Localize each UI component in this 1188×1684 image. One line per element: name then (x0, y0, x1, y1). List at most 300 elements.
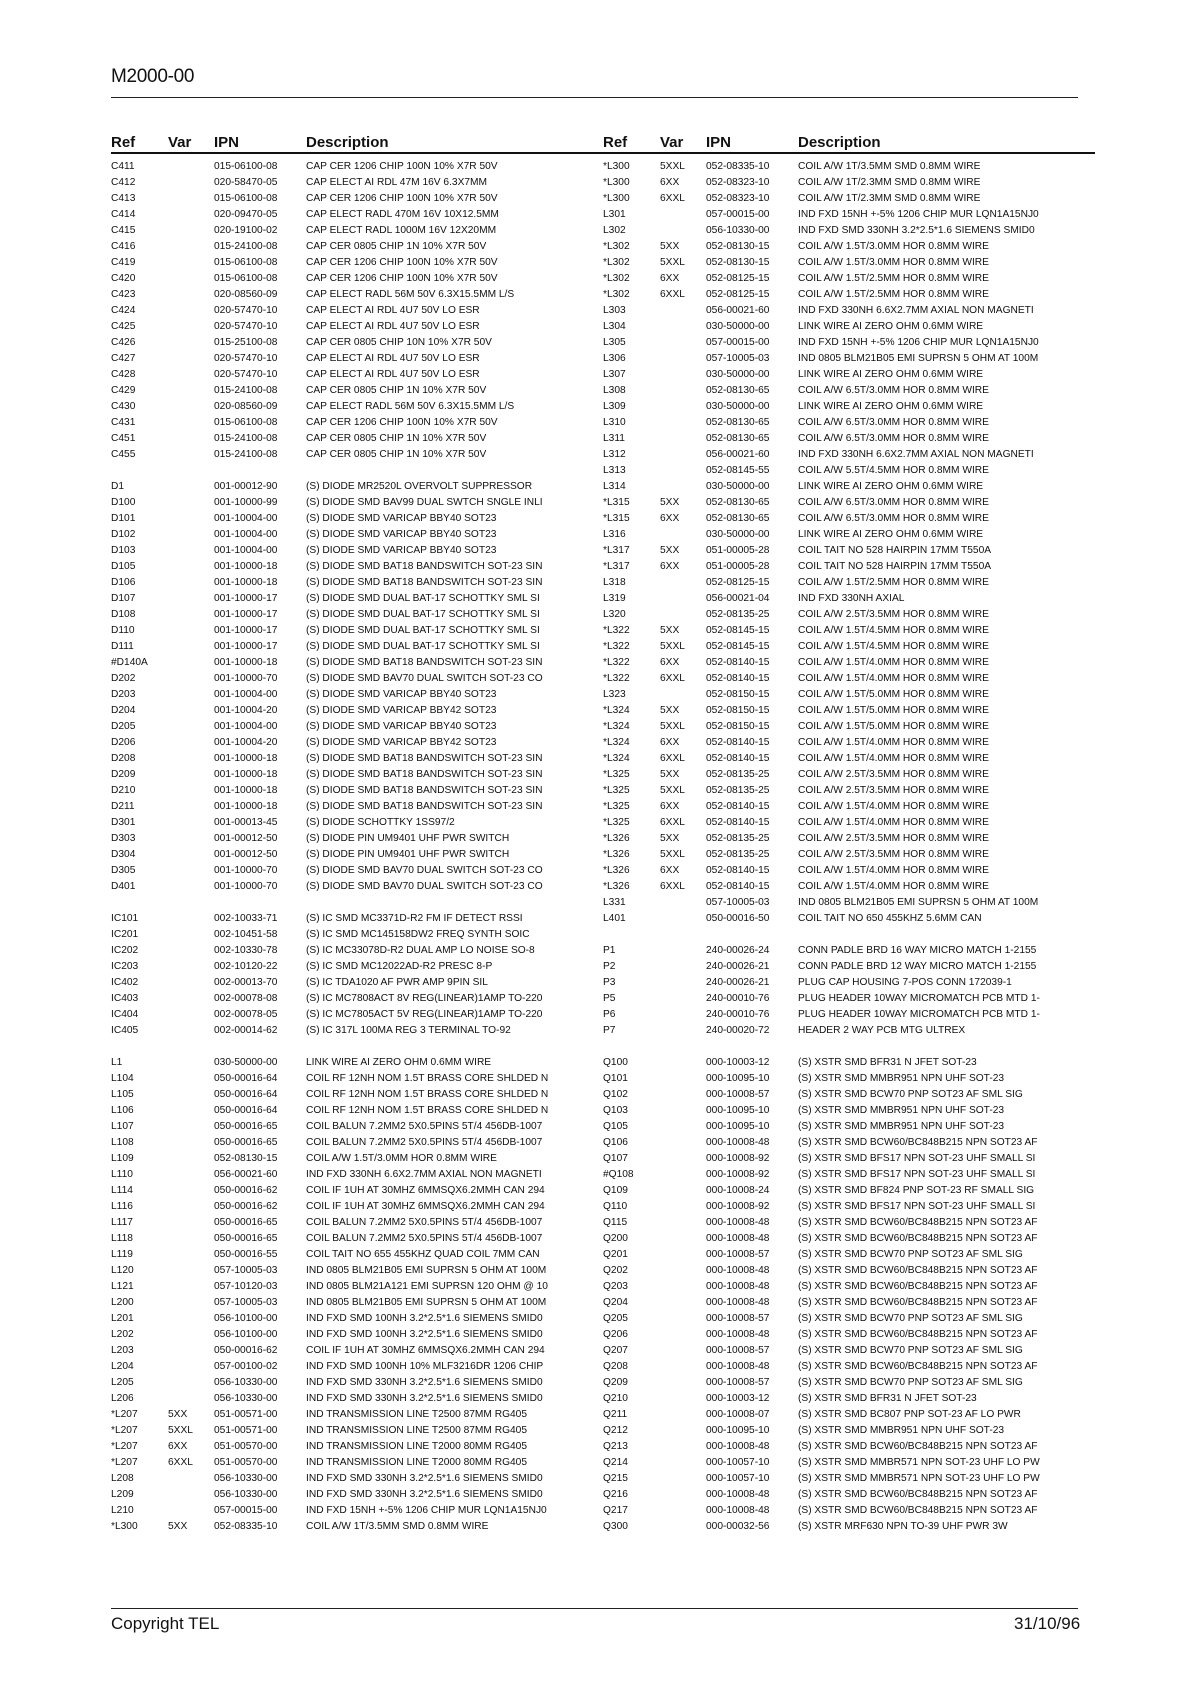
cell-var: 5XXL (660, 257, 685, 268)
cell-description: (S) DIODE SMD BAT18 BANDSWITCH SOT-23 SIN (306, 801, 543, 812)
cell-ipn: 057-00015-00 (706, 337, 770, 348)
cell-ref: Q115 (603, 1217, 628, 1228)
cell-ipn: 000-10008-24 (706, 1185, 770, 1196)
table-row (603, 1039, 1095, 1055)
cell-var (168, 367, 214, 383)
cell-ipn: 001-10000-18 (214, 801, 278, 812)
cell-ref: L107 (111, 1121, 134, 1132)
table-row (111, 159, 603, 175)
cell-ref: L121 (111, 1281, 134, 1292)
cell-ref: D211 (111, 801, 135, 812)
cell-description: (S) DIODE SMD BAT18 BANDSWITCH SOT-23 SIN (306, 769, 543, 780)
cell-ipn: 050-00016-62 (214, 1185, 278, 1196)
cell-ipn: 052-08150-15 (706, 689, 770, 700)
table-row (111, 1199, 603, 1215)
cell-ref: L108 (111, 1137, 134, 1148)
cell-description (306, 895, 603, 911)
cell-ipn: 240-00010-76 (706, 993, 770, 1004)
cell-description: CAP ELECT RADL 56M 50V 6.3X15.5MM L/S (306, 401, 515, 412)
cell-ipn: 001-10004-00 (214, 545, 278, 556)
cell-ref: P6 (603, 1009, 616, 1020)
cell-description: (S) IC MC7805ACT 5V REG(LINEAR)1AMP TO-220 (306, 1009, 543, 1020)
cell-var (168, 927, 214, 943)
table-row (111, 559, 603, 575)
cell-ipn: 001-10000-18 (214, 577, 278, 588)
cell-var (168, 1007, 214, 1023)
cell-var: 6XX (660, 273, 680, 284)
cell-var (168, 1471, 214, 1487)
table-row (603, 1375, 1095, 1391)
cell-ipn: 052-08140-15 (706, 673, 770, 684)
cell-ipn: 052-08140-15 (706, 737, 770, 748)
cell-description: IND TRANSMISSION LINE T2500 87MM RG405 (306, 1425, 527, 1436)
cell-var (168, 287, 214, 303)
table-row (111, 511, 603, 527)
cell-var (660, 463, 706, 479)
cell-ipn: 015-24100-08 (214, 385, 278, 396)
cell-description: (S) XSTR SMD BCW60/BC848B215 NPN SOT23 AF (798, 1489, 1038, 1500)
cell-ref: C430 (111, 401, 136, 412)
cell-ref: P5 (603, 993, 616, 1004)
table-row (603, 655, 1095, 671)
table-row (111, 175, 603, 191)
table-row (111, 1263, 603, 1279)
table-row (603, 1295, 1095, 1311)
table-row (111, 1135, 603, 1151)
cell-var: 5XXL (660, 849, 685, 860)
cell-description: (S) XSTR SMD BCW60/BC848B215 NPN SOT23 AF (798, 1361, 1038, 1372)
table-row (603, 831, 1095, 847)
table-row (603, 511, 1095, 527)
cell-ipn: 000-10008-57 (706, 1089, 770, 1100)
cell-description: (S) IC MC33078D-R2 DUAL AMP LO NOISE SO-8 (306, 945, 535, 956)
cell-description: (S) DIODE SMD BAV70 DUAL SWITCH SOT-23 CO (306, 865, 543, 876)
cell-var (660, 367, 706, 383)
cell-var (660, 1263, 706, 1279)
table-row (603, 1055, 1095, 1071)
cell-description: COIL A/W 1T/2.3MM SMD 0.8MM WIRE (798, 177, 981, 188)
table-row (111, 1295, 603, 1311)
cell-var (168, 543, 214, 559)
table-row (111, 1215, 603, 1231)
cell-ref: *L325 (603, 817, 630, 828)
cell-ipn (214, 895, 306, 911)
cell-ref: Q202 (603, 1265, 628, 1276)
table-row (603, 1327, 1095, 1343)
cell-ipn: 000-10008-57 (706, 1313, 770, 1324)
cell-var (660, 1183, 706, 1199)
parts-table-right (603, 132, 1095, 1535)
cell-ipn: 030-50000-00 (214, 1057, 278, 1068)
cell-ref: L304 (603, 321, 626, 332)
table-row (603, 415, 1095, 431)
cell-ipn: 056-00021-60 (214, 1169, 278, 1180)
cell-description: LINK WIRE AI ZERO OHM 0.6MM WIRE (798, 321, 984, 332)
table-row (603, 239, 1095, 255)
table-row (603, 367, 1095, 383)
table-row (603, 1439, 1095, 1455)
cell-ipn: 020-08560-09 (214, 401, 278, 412)
table-row (603, 1471, 1095, 1487)
cell-description: IND FXD SMD 100NH 10% MLF3216DR 1206 CHIP (306, 1361, 544, 1372)
cell-description: (S) DIODE SMD BAV70 DUAL SWITCH SOT-23 CO (306, 673, 543, 684)
cell-var: 6XXL (660, 193, 685, 204)
cell-var (660, 1327, 706, 1343)
table-row (111, 623, 603, 639)
cell-var (168, 639, 214, 655)
cell-var (660, 1423, 706, 1439)
cell-ipn: 001-10000-70 (214, 881, 278, 892)
table-row (603, 351, 1095, 367)
cell-ipn: 001-10004-00 (214, 529, 278, 540)
cell-description: CAP CER 1206 CHIP 100N 10% X7R 50V (306, 417, 498, 428)
cell-ref: IC405 (111, 1025, 139, 1036)
cell-var: 6XX (660, 177, 680, 188)
cell-description: CAP ELECT AI RDL 4U7 50V LO ESR (306, 321, 480, 332)
table-row (603, 1503, 1095, 1519)
cell-ipn: 001-10000-18 (214, 769, 278, 780)
cell-description: CONN PADLE BRD 12 WAY MICRO MATCH 1-2155 (798, 961, 1037, 972)
cell-ref: D205 (111, 721, 136, 732)
cell-ref: L312 (603, 449, 626, 460)
cell-var (168, 239, 214, 255)
table-row (603, 255, 1095, 271)
cell-ipn: 000-10057-10 (706, 1457, 770, 1468)
table-row (111, 1487, 603, 1503)
table-row (111, 1151, 603, 1167)
cell-description: CAP CER 0805 CHIP 1N 10% X7R 50V (306, 433, 487, 444)
cell-var (660, 1359, 706, 1375)
table-row (111, 703, 603, 719)
table-row (603, 847, 1095, 863)
cell-var (660, 1103, 706, 1119)
cell-description: IND FXD SMD 100NH 3.2*2.5*1.6 SIEMENS SMID0 (306, 1329, 543, 1340)
cell-ipn: 001-10000-70 (214, 865, 278, 876)
cell-var (660, 1023, 706, 1039)
cell-var (660, 303, 706, 319)
cell-ipn: 052-08130-15 (706, 241, 770, 252)
cell-description: IND 0805 BLM21A121 EMI SUPRSN 120 OHM @ 10 (306, 1281, 548, 1292)
cell-var (660, 1007, 706, 1023)
cell-var: 5XXL (660, 721, 685, 732)
cell-description: (S) XSTR SMD BCW60/BC848B215 NPN SOT23 AF (798, 1265, 1038, 1276)
cell-ipn: 001-10004-20 (214, 705, 278, 716)
cell-description: (S) DIODE SMD DUAL BAT-17 SCHOTTKY SML SI (306, 609, 540, 620)
cell-var (660, 1487, 706, 1503)
cell-description: CAP CER 0805 CHIP 1N 10% X7R 50V (306, 241, 487, 252)
cell-description: CAP CER 0805 CHIP 1N 10% X7R 50V (306, 385, 487, 396)
cell-ref (111, 463, 168, 479)
cell-ref: L306 (603, 353, 626, 364)
table-row (111, 943, 603, 959)
cell-ref: D203 (111, 689, 136, 700)
cell-ref: C425 (111, 321, 136, 332)
cell-description: IND FXD 330NH 6.6X2.7MM AXIAL NON MAGNETI (306, 1169, 542, 1180)
cell-description: (S) DIODE SMD VARICAP BBY40 SOT23 (306, 529, 497, 540)
table-row (603, 703, 1095, 719)
cell-var (660, 1231, 706, 1247)
cell-var (168, 1103, 214, 1119)
cell-ref: D108 (111, 609, 136, 620)
cell-ref: *L207 (111, 1409, 138, 1420)
table-row (603, 383, 1095, 399)
cell-ref: L303 (603, 305, 626, 316)
cell-ipn: 052-08335-10 (706, 161, 770, 172)
table-row (603, 671, 1095, 687)
cell-ipn: 030-50000-00 (706, 401, 770, 412)
cell-var (660, 1279, 706, 1295)
cell-ipn: 015-06100-08 (214, 193, 278, 204)
cell-var: 6XX (660, 513, 680, 524)
cell-ref: L323 (603, 689, 626, 700)
cell-var (168, 591, 214, 607)
cell-ref: C420 (111, 273, 136, 284)
table-row (111, 799, 603, 815)
cell-var (168, 1087, 214, 1103)
col-description-header: Description (798, 134, 881, 151)
cell-ref: C451 (111, 433, 136, 444)
cell-ref: *L315 (603, 513, 630, 524)
cell-description: (S) DIODE SMD BAT18 BANDSWITCH SOT-23 SIN (306, 657, 543, 668)
cell-ipn: 020-57470-10 (214, 321, 278, 332)
table-row (111, 1455, 603, 1471)
cell-ref: *L325 (603, 801, 630, 812)
cell-var (168, 1327, 214, 1343)
cell-ref: C427 (111, 353, 136, 364)
cell-ipn: 001-10000-17 (214, 641, 278, 652)
cell-description: COIL A/W 2.5T/3.5MM HOR 0.8MM WIRE (798, 833, 989, 844)
cell-description: COIL A/W 1.5T/4.0MM HOR 0.8MM WIRE (798, 865, 989, 876)
cell-ref: Q102 (603, 1089, 628, 1100)
cell-var (660, 1087, 706, 1103)
table-row (111, 927, 603, 943)
table-row (603, 527, 1095, 543)
cell-description: (S) DIODE SMD BAT18 BANDSWITCH SOT-23 SIN (306, 561, 543, 572)
table-body (603, 159, 1095, 1535)
cell-ref: *L300 (603, 177, 630, 188)
cell-ipn: 052-08150-15 (706, 721, 770, 732)
cell-ref: #Q108 (603, 1169, 634, 1180)
cell-ref: *L302 (603, 257, 630, 268)
table-row (111, 575, 603, 591)
cell-ref: L105 (111, 1089, 134, 1100)
cell-var (168, 159, 214, 175)
cell-var (168, 1167, 214, 1183)
table-row (111, 1311, 603, 1327)
cell-var (660, 527, 706, 543)
cell-description: COIL A/W 1.5T/5.0MM HOR 0.8MM WIRE (798, 689, 989, 700)
table-row (111, 191, 603, 207)
cell-ref (603, 927, 660, 943)
table-row (111, 303, 603, 319)
cell-ref: L208 (111, 1473, 134, 1484)
cell-var (660, 1519, 706, 1535)
cell-ipn: 020-58470-05 (214, 177, 278, 188)
cell-ref: D102 (111, 529, 136, 540)
table-row (603, 687, 1095, 703)
cell-ref: L204 (111, 1361, 134, 1372)
cell-ipn: 050-00016-65 (214, 1233, 278, 1244)
cell-ref: Q208 (603, 1361, 628, 1372)
cell-var (168, 1119, 214, 1135)
cell-ref: D202 (111, 673, 136, 684)
cell-ipn: 000-10008-48 (706, 1281, 770, 1292)
table-row (603, 623, 1095, 639)
cell-ipn: 052-08150-15 (706, 705, 770, 716)
cell-var (168, 1039, 214, 1055)
cell-ref: C428 (111, 369, 136, 380)
cell-ipn: 001-10000-17 (214, 593, 278, 604)
cell-ref: L309 (603, 401, 626, 412)
cell-var (168, 255, 214, 271)
cell-ref: *L302 (603, 241, 630, 252)
cell-description: IND FXD 15NH +-5% 1206 CHIP MUR LQN1A15NJ0 (798, 209, 1039, 220)
cell-description: (S) XSTR SMD BCW70 PNP SOT23 AF SML SIG (798, 1345, 1023, 1356)
cell-var (168, 847, 214, 863)
cell-description: COIL A/W 1.5T/4.0MM HOR 0.8MM WIRE (798, 737, 989, 748)
cell-ipn: 057-00015-00 (706, 209, 770, 220)
cell-ref: IC201 (111, 929, 139, 940)
cell-ipn: 057-10005-03 (706, 353, 770, 364)
cell-var (168, 623, 214, 639)
cell-description: (S) DIODE SMD BAV99 DUAL SWTCH SNGLE INLI (306, 497, 543, 508)
table-row (111, 1167, 603, 1183)
cell-ref: L203 (111, 1345, 134, 1356)
parts-table-left (111, 132, 603, 1535)
cell-description: COIL A/W 1.5T/2.5MM HOR 0.8MM WIRE (798, 577, 989, 588)
cell-description: COIL A/W 1.5T/4.0MM HOR 0.8MM WIRE (798, 817, 989, 828)
cell-ipn: 051-00571-00 (214, 1409, 278, 1420)
table-row (603, 479, 1095, 495)
cell-var (168, 1391, 214, 1407)
cell-var (168, 863, 214, 879)
cell-ref: *L322 (603, 641, 630, 652)
cell-ipn: 015-24100-08 (214, 449, 278, 460)
cell-description: (S) XSTR SMD MMBR951 NPN UHF SOT-23 (798, 1425, 1005, 1436)
cell-description: (S) DIODE SMD BAT18 BANDSWITCH SOT-23 SIN (306, 577, 543, 588)
cell-ipn: 056-10330-00 (706, 225, 770, 236)
table-row (111, 271, 603, 287)
cell-description: IND FXD 330NH 6.6X2.7MM AXIAL NON MAGNETI (798, 449, 1034, 460)
cell-ipn: 020-09470-05 (214, 209, 278, 220)
cell-var (168, 271, 214, 287)
table-row (603, 991, 1095, 1007)
cell-var (168, 767, 214, 783)
table-row (111, 831, 603, 847)
table-row (111, 1071, 603, 1087)
table-row (111, 1247, 603, 1263)
cell-description: CAP ELECT AI RDL 4U7 50V LO ESR (306, 305, 480, 316)
table-row (603, 767, 1095, 783)
table-row (111, 767, 603, 783)
table-row (603, 207, 1095, 223)
cell-ipn: 057-10005-03 (214, 1265, 278, 1276)
cell-ref: C416 (111, 241, 136, 252)
cell-ref: D210 (111, 785, 136, 796)
cell-ref: *L324 (603, 721, 630, 732)
table-row (111, 591, 603, 607)
cell-ref: L320 (603, 609, 626, 620)
cell-description: IND TRANSMISSION LINE T2000 80MM RG405 (306, 1457, 527, 1468)
cell-description: IND TRANSMISSION LINE T2000 80MM RG405 (306, 1441, 527, 1452)
cell-ipn: 052-08140-15 (706, 657, 770, 668)
cell-description: (S) XSTR SMD BCW70 PNP SOT23 AF SML SIG (798, 1089, 1023, 1100)
cell-var (660, 607, 706, 623)
copyright-text: Copyright TEL (111, 1614, 220, 1633)
cell-description: IND 0805 BLM21B05 EMI SUPRSN 5 OHM AT 100M (306, 1297, 547, 1308)
cell-description: COIL A/W 6.5T/3.0MM HOR 0.8MM WIRE (798, 385, 989, 396)
cell-description: (S) XSTR SMD BC807 PNP SOT-23 AF LO PWR (798, 1409, 1021, 1420)
table-row (111, 975, 603, 991)
cell-description: (S) DIODE SMD DUAL BAT-17 SCHOTTKY SML SI (306, 593, 540, 604)
cell-var (660, 1199, 706, 1215)
cell-var (660, 1167, 706, 1183)
cell-ref: L104 (111, 1073, 134, 1084)
cell-ipn: 050-00016-55 (214, 1249, 278, 1260)
cell-var (660, 1151, 706, 1167)
cell-ref: P3 (603, 977, 616, 988)
cell-description (798, 927, 1088, 943)
cell-var (168, 1503, 214, 1519)
cell-ref: C419 (111, 257, 136, 268)
cell-ipn: 000-10008-92 (706, 1201, 770, 1212)
cell-var (168, 399, 214, 415)
cell-ipn: 052-08135-25 (706, 833, 770, 844)
cell-ref: *L324 (603, 705, 630, 716)
cell-ipn: 015-24100-08 (214, 241, 278, 252)
cell-ipn: 052-08130-65 (706, 417, 770, 428)
table-row (603, 1215, 1095, 1231)
cell-ipn: 052-08130-15 (706, 257, 770, 268)
table-row (111, 447, 603, 463)
table-row (603, 815, 1095, 831)
cell-description: COIL TAIT NO 650 455KHZ 5.6MM CAN (798, 913, 982, 924)
cell-var (660, 991, 706, 1007)
cell-description: (S) IC SMD MC12022AD-R2 PRESC 8-P (306, 961, 493, 972)
cell-ref: L118 (111, 1233, 133, 1244)
cell-ref: C426 (111, 337, 136, 348)
cell-description: CAP CER 1206 CHIP 100N 10% X7R 50V (306, 273, 498, 284)
cell-var (168, 655, 214, 671)
table-row (603, 895, 1095, 911)
cell-description: CAP ELECT RADL 1000M 16V 12X20MM (306, 225, 497, 236)
cell-var (168, 1151, 214, 1167)
cell-var (660, 383, 706, 399)
cell-var (168, 1295, 214, 1311)
cell-ref: Q100 (603, 1057, 628, 1068)
cell-ipn: 001-00013-45 (214, 817, 278, 828)
table-row (111, 223, 603, 239)
cell-ref: L1 (111, 1057, 123, 1068)
cell-ref: *L325 (603, 769, 630, 780)
cell-description: COIL A/W 1.5T/4.0MM HOR 0.8MM WIRE (798, 801, 989, 812)
cell-ipn: 050-00016-65 (214, 1137, 278, 1148)
cell-var (168, 671, 214, 687)
table-row (603, 1231, 1095, 1247)
cell-ipn: 052-08145-55 (706, 465, 770, 476)
cell-ipn: 000-10008-48 (706, 1297, 770, 1308)
table-row (111, 1039, 603, 1055)
col-description-header: Description (306, 134, 389, 151)
cell-var (660, 1119, 706, 1135)
cell-ipn: 001-00012-50 (214, 849, 278, 860)
cell-ipn: 001-10000-70 (214, 673, 278, 684)
cell-ref: Q217 (603, 1505, 628, 1516)
cell-var: 6XXL (168, 1457, 193, 1468)
cell-description: COIL A/W 6.5T/3.0MM HOR 0.8MM WIRE (798, 417, 989, 428)
cell-description: COIL RF 12NH NOM 1.5T BRASS CORE SHLDED N (306, 1105, 549, 1116)
cell-ref: L202 (111, 1329, 134, 1340)
